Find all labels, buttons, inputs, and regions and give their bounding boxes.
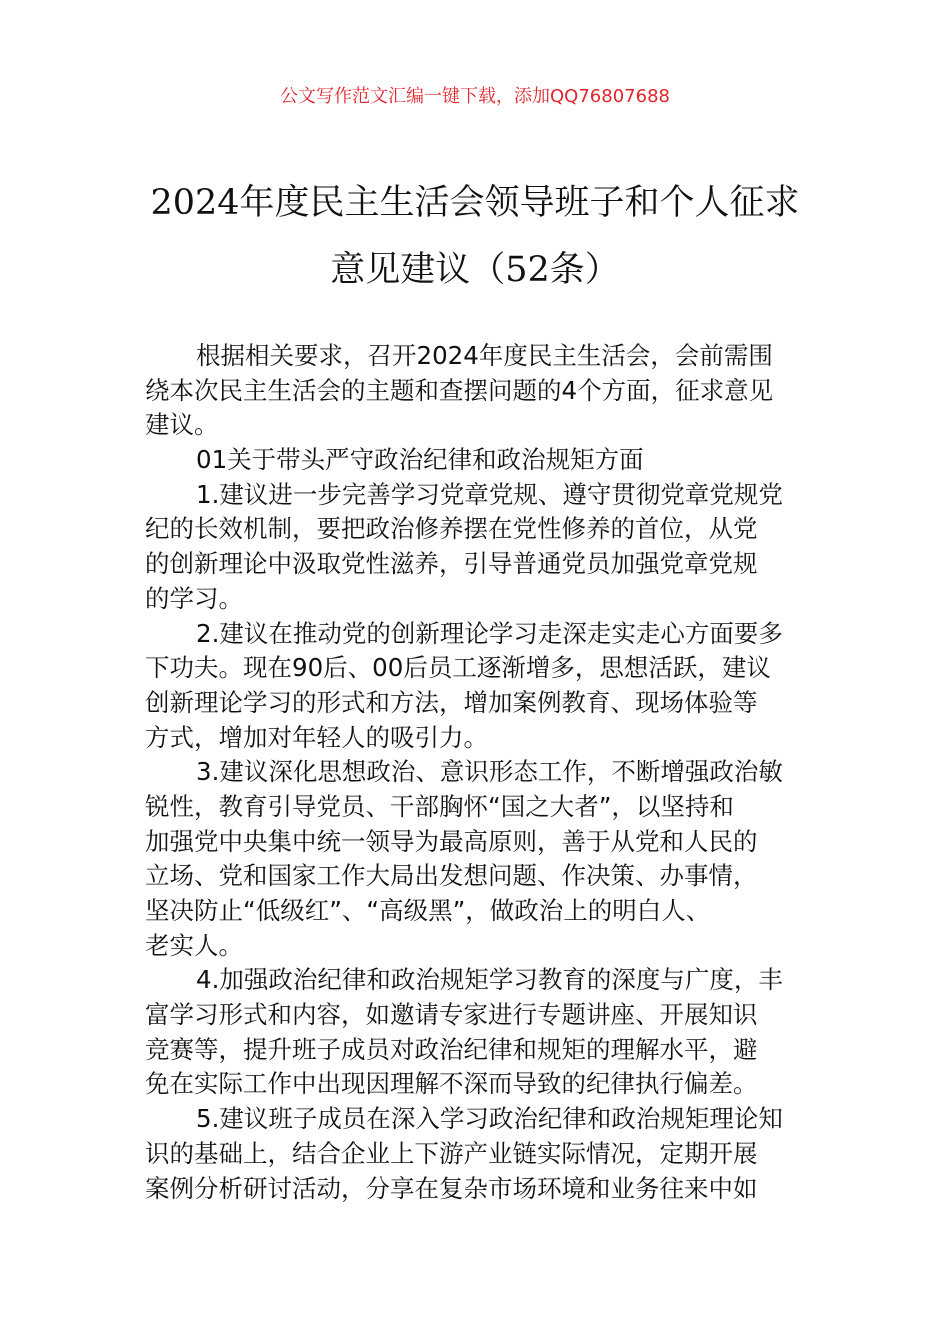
document-title-line-1: 2024年度民主生活会领导班子和个人征求: [150, 183, 800, 223]
paragraph: [145, 617, 810, 756]
paragraph: [145, 443, 810, 478]
text-line: 免在实际工作中出现因理解不深而导致的纪律执行偏差。: [145, 1069, 758, 1099]
text-line: 加强党中央集中统一领导为最高原则，善于从党和人民的: [145, 826, 758, 856]
text-line: 识的基础上，结合企业上下游产业链实际情况，定期开展: [145, 1138, 758, 1168]
paragraph: [145, 755, 810, 963]
text-line: 的学习。: [145, 583, 243, 613]
paragraph: [145, 478, 810, 617]
document-body: [145, 339, 810, 1206]
document-title-line-2: 意见建议（52条）: [330, 250, 620, 290]
text-line: 建议。: [145, 410, 219, 440]
text-line: 4.加强政治纪律和政治规矩学习教育的深度与广度，丰: [196, 965, 783, 995]
text-line: 锐性，教育引导党员、干部胸怀“国之大者”，以坚持和: [145, 791, 734, 821]
text-line: 竞赛等，提升班子成员对政治纪律和规矩的理解水平，避: [145, 1034, 758, 1064]
text-line: 纪的长效机制，要把政治修养摆在党性修养的首位，从党: [145, 514, 758, 544]
text-line: 的创新理论中汲取党性滋养，引导普通党员加强党章党规: [145, 549, 758, 579]
text-line: 坚决防止“低级红”、“高级黑”，做政治上的明白人、: [145, 896, 711, 925]
text-line: 3.建议深化思想政治、意识形态工作，不断增强政治敏: [196, 757, 783, 787]
text-line: 方式，增加对年轻人的吸引力。: [145, 722, 488, 752]
text-line: 01关于带头严守政治纪律和政治规矩方面: [196, 445, 644, 475]
text-line: 1.建议进一步完善学习党章党规、遵守贯彻党章党规党: [196, 479, 783, 509]
text-line: 根据相关要求，召开2024年度民主生活会，会前需围: [196, 341, 773, 370]
text-line: 5.建议班子成员在深入学习政治纪律和政治规矩理论知: [196, 1104, 783, 1134]
text-line: 创新理论学习的形式和方法，增加案例教育、现场体验等: [145, 687, 758, 717]
text-line: 绕本次民主生活会的主题和查摆问题的4个方面，征求意见: [145, 375, 774, 405]
text-line: 老实人。: [145, 930, 243, 960]
text-line: 立场、党和国家工作大局出发想问题、作决策、办事情，: [145, 861, 758, 891]
paragraph: [145, 1102, 810, 1206]
text-line: 2.建议在推动党的创新理论学习走深走实走心方面要多: [196, 618, 783, 648]
paragraph: [145, 963, 810, 1102]
text-line: 下功夫。现在90后、00后员工逐渐增多，思想活跃，建议: [145, 653, 771, 683]
text-line: 富学习形式和内容，如邀请专家进行专题讲座、开展知识: [145, 1000, 758, 1030]
paragraph: [145, 339, 810, 443]
text-line: 案例分析研讨活动，分享在复杂市场环境和业务往来中如: [145, 1173, 758, 1203]
download-watermark-note: 公文写作范文汇编一键下载，添加QQ76807688: [280, 86, 670, 107]
